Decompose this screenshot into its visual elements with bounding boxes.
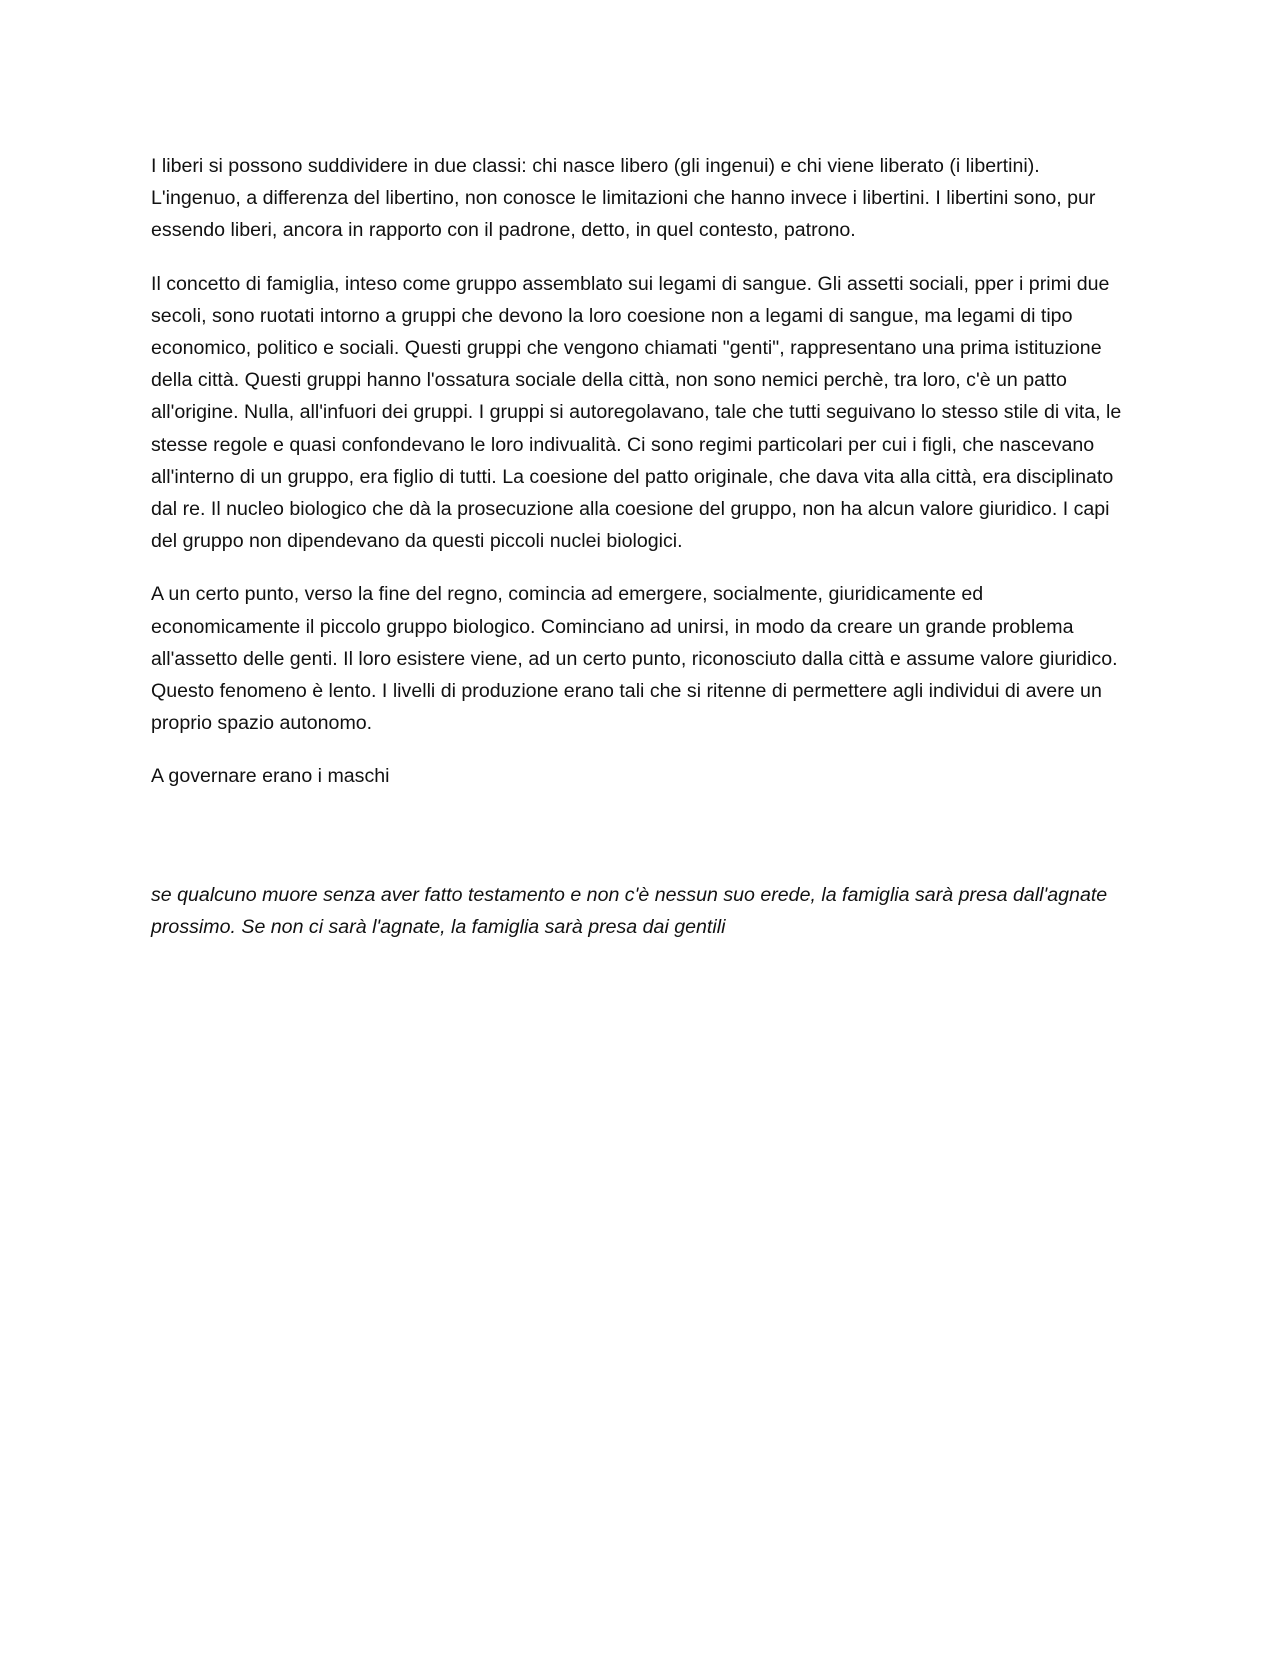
paragraph-gruppo-biologico: A un certo punto, verso la fine del regno, comincia ad emergere, socialmente, giuridicamente ed economicamente il piccolo gruppo biologico. Cominciano ad unirsi, in modo da creare un grande problema all'assetto delle genti. Il loro esistere viene, ad un certo punto, riconosciuto dalla città e assume valore giuridico. Questo fenomeno è lento. I livelli di produzione erano tali che si ritenne di permettere agli individui di avere un proprio spazio autonomo. <box>151 583 1118 735</box>
blank-space <box>151 814 1131 879</box>
paragraph-liberi: I liberi si possono suddividere in due classi: chi nasce libero (gli ingenui) e chi viene liberato (i libertini). L'ingenuo, a differenza del libertino, non conosce le limitazioni che hanno invece i libertini. I libertini sono, pur essendo liberi, ancora in rapporto con il padrone, detto, in quel contesto, patrono. <box>151 155 1096 242</box>
paragraph-famiglia: Il concetto di famiglia, inteso come gruppo assemblato sui legami di sangue. Gli assetti sociali, pper i primi due secoli, sono ruotati intorno a gruppi che devono la loro coesione non a legami di sangue, ma legami di tipo economico, politico e sociali. Questi gruppi che vengono chiamati "genti", rappresentano una prima istituzione della città. Questi gruppi hanno l'ossatura sociale della città, non sono nemici perchè, tra loro, c'è un patto all'origine. Nulla, all'infuori dei gruppi. I gruppi si autoregolavano, tale che tutti seguivano lo stesso stile di vita, le stesse regole e quasi confondevano le loro indivualità. Ci sono regimi particolari per cui i figli, che nascevano all'interno di un gruppo, era figlio di tutti. La coesione del patto originale, che dava vita alla città, era disciplinato dal re. Il nucleo biologico che dà la prosecuzione alla coesione del gruppo, non ha alcun valore giuridico. I capi del gruppo non dipendevano da questi piccoli nuclei biologici. <box>151 272 1122 553</box>
paragraph-governo: A governare erano i maschi <box>151 765 390 788</box>
italic-note: se qualcuno muore senza aver fatto testamento e non c'è nessun suo erede, la famiglia sarà presa dall'agnate prossimo. Se non ci sarà l'agnate, la famiglia sarà presa dai gentili <box>151 883 1108 938</box>
document-page <box>151 150 1131 964</box>
